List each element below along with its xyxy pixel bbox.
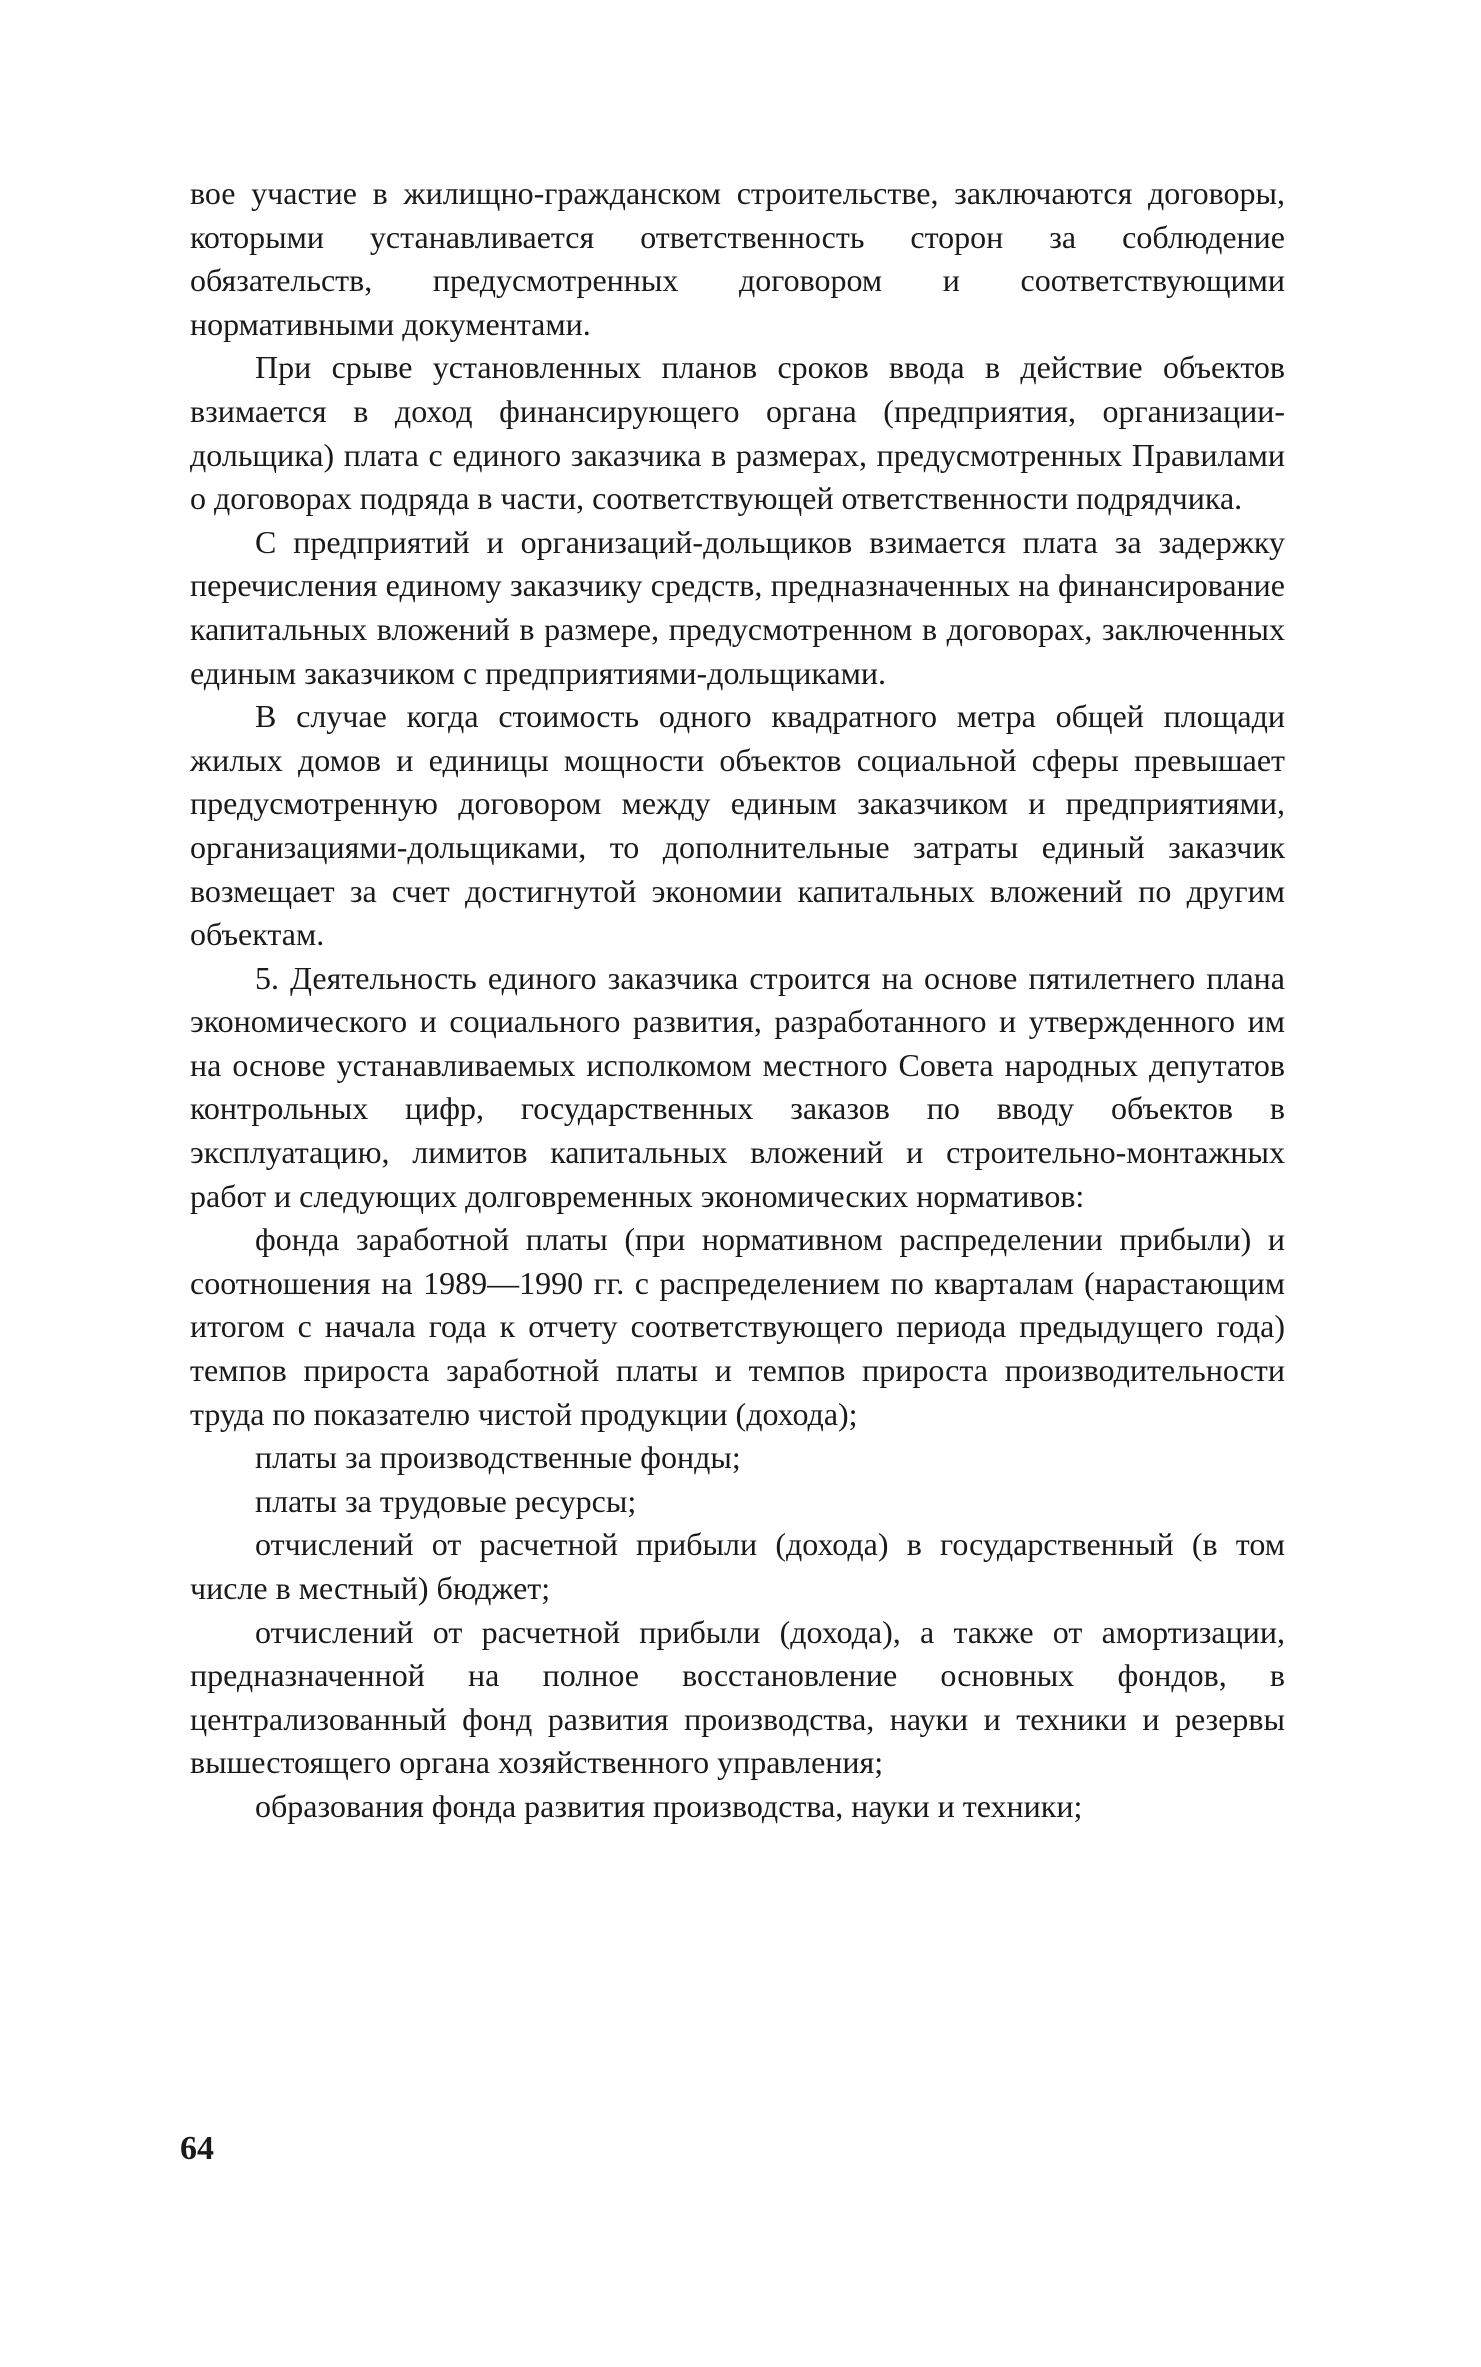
paragraph-9: отчислений от расчетной прибыли (дохода) в государственный (в том числе в местный) бюджет; — [190, 1526, 1285, 1606]
paragraph-3: С предприятий и организаций-дольщиков взимается плата за задержку перечисления единому заказчику средств, предназначенных на финансирование капитальных вложений в размере, предусмотренном в договорах, заключенных единым заказчиком с предприятиями-дольщиками. — [190, 523, 1285, 691]
paragraph-4: В случае когда стоимость одного квадратного метра общей площади жилых домов и единицы мощности объектов социальной сферы превышает предусмотренную договором между единым заказчиком и предприятиями, организациями-дольщиками, то дополнительные затраты единый заказчик возмещает за счет достигнутой экономии капитальных вложений по другим объектам. — [190, 698, 1285, 953]
paragraph-10: отчислений от расчетной прибыли (дохода), а также от амортизации, предназначенной на полное восстановление основных фондов, в централизованный фонд развития производства, науки и техники и резервы вышестоящего органа хозяйственного управления; — [190, 1613, 1285, 1781]
paragraph-11: образования фонда развития производства, науки и техники; — [255, 1787, 1083, 1824]
paragraph-1: вое участие в жилищно-гражданском строительстве, заключаются договоры, которыми устанавливается ответственность сторон за соблюдение обязательств, предусмотренных договором и соответствующими нормативными документами. — [190, 175, 1285, 342]
paragraph-2: При срыве установленных планов сроков ввода в действие объектов взимается в доход финансирующего органа (предприятия, организации-дольщика) плата с единого заказчика в размерах, предусмотренных Правилами о договорах подряда в части, соответствующей ответственности подрядчика. — [190, 349, 1285, 517]
paragraph-6: фонда заработной платы (при нормативном распределении прибыли) и соотношения на 1989—1990 гг. с распределением по кварталам (нарастающим итогом с начала года к отчету соответствующего периода предыдущего года) темпов прироста заработной платы и темпов прироста производительности труда по показателю чистой продукции (дохода); — [190, 1221, 1285, 1432]
paragraph-5: 5. Деятельность единого заказчика строится на основе пятилетнего плана экономического и социального развития, разработанного и утвержденного им на основе устанавливаемых исполкомом местного Совета народных депутатов контрольных цифр, государственных заказов по вводу объектов в эксплуатацию, лимитов капитальных вложений и строительно-монтажных работ и следующих долговременных экономических нормативов: — [190, 959, 1285, 1214]
page-number: 64 — [180, 2130, 214, 2167]
paragraph-8: платы за трудовые ресурсы; — [255, 1482, 637, 1519]
paragraph-7: платы за производственные фонды; — [255, 1439, 741, 1476]
page-body — [190, 172, 1285, 1829]
